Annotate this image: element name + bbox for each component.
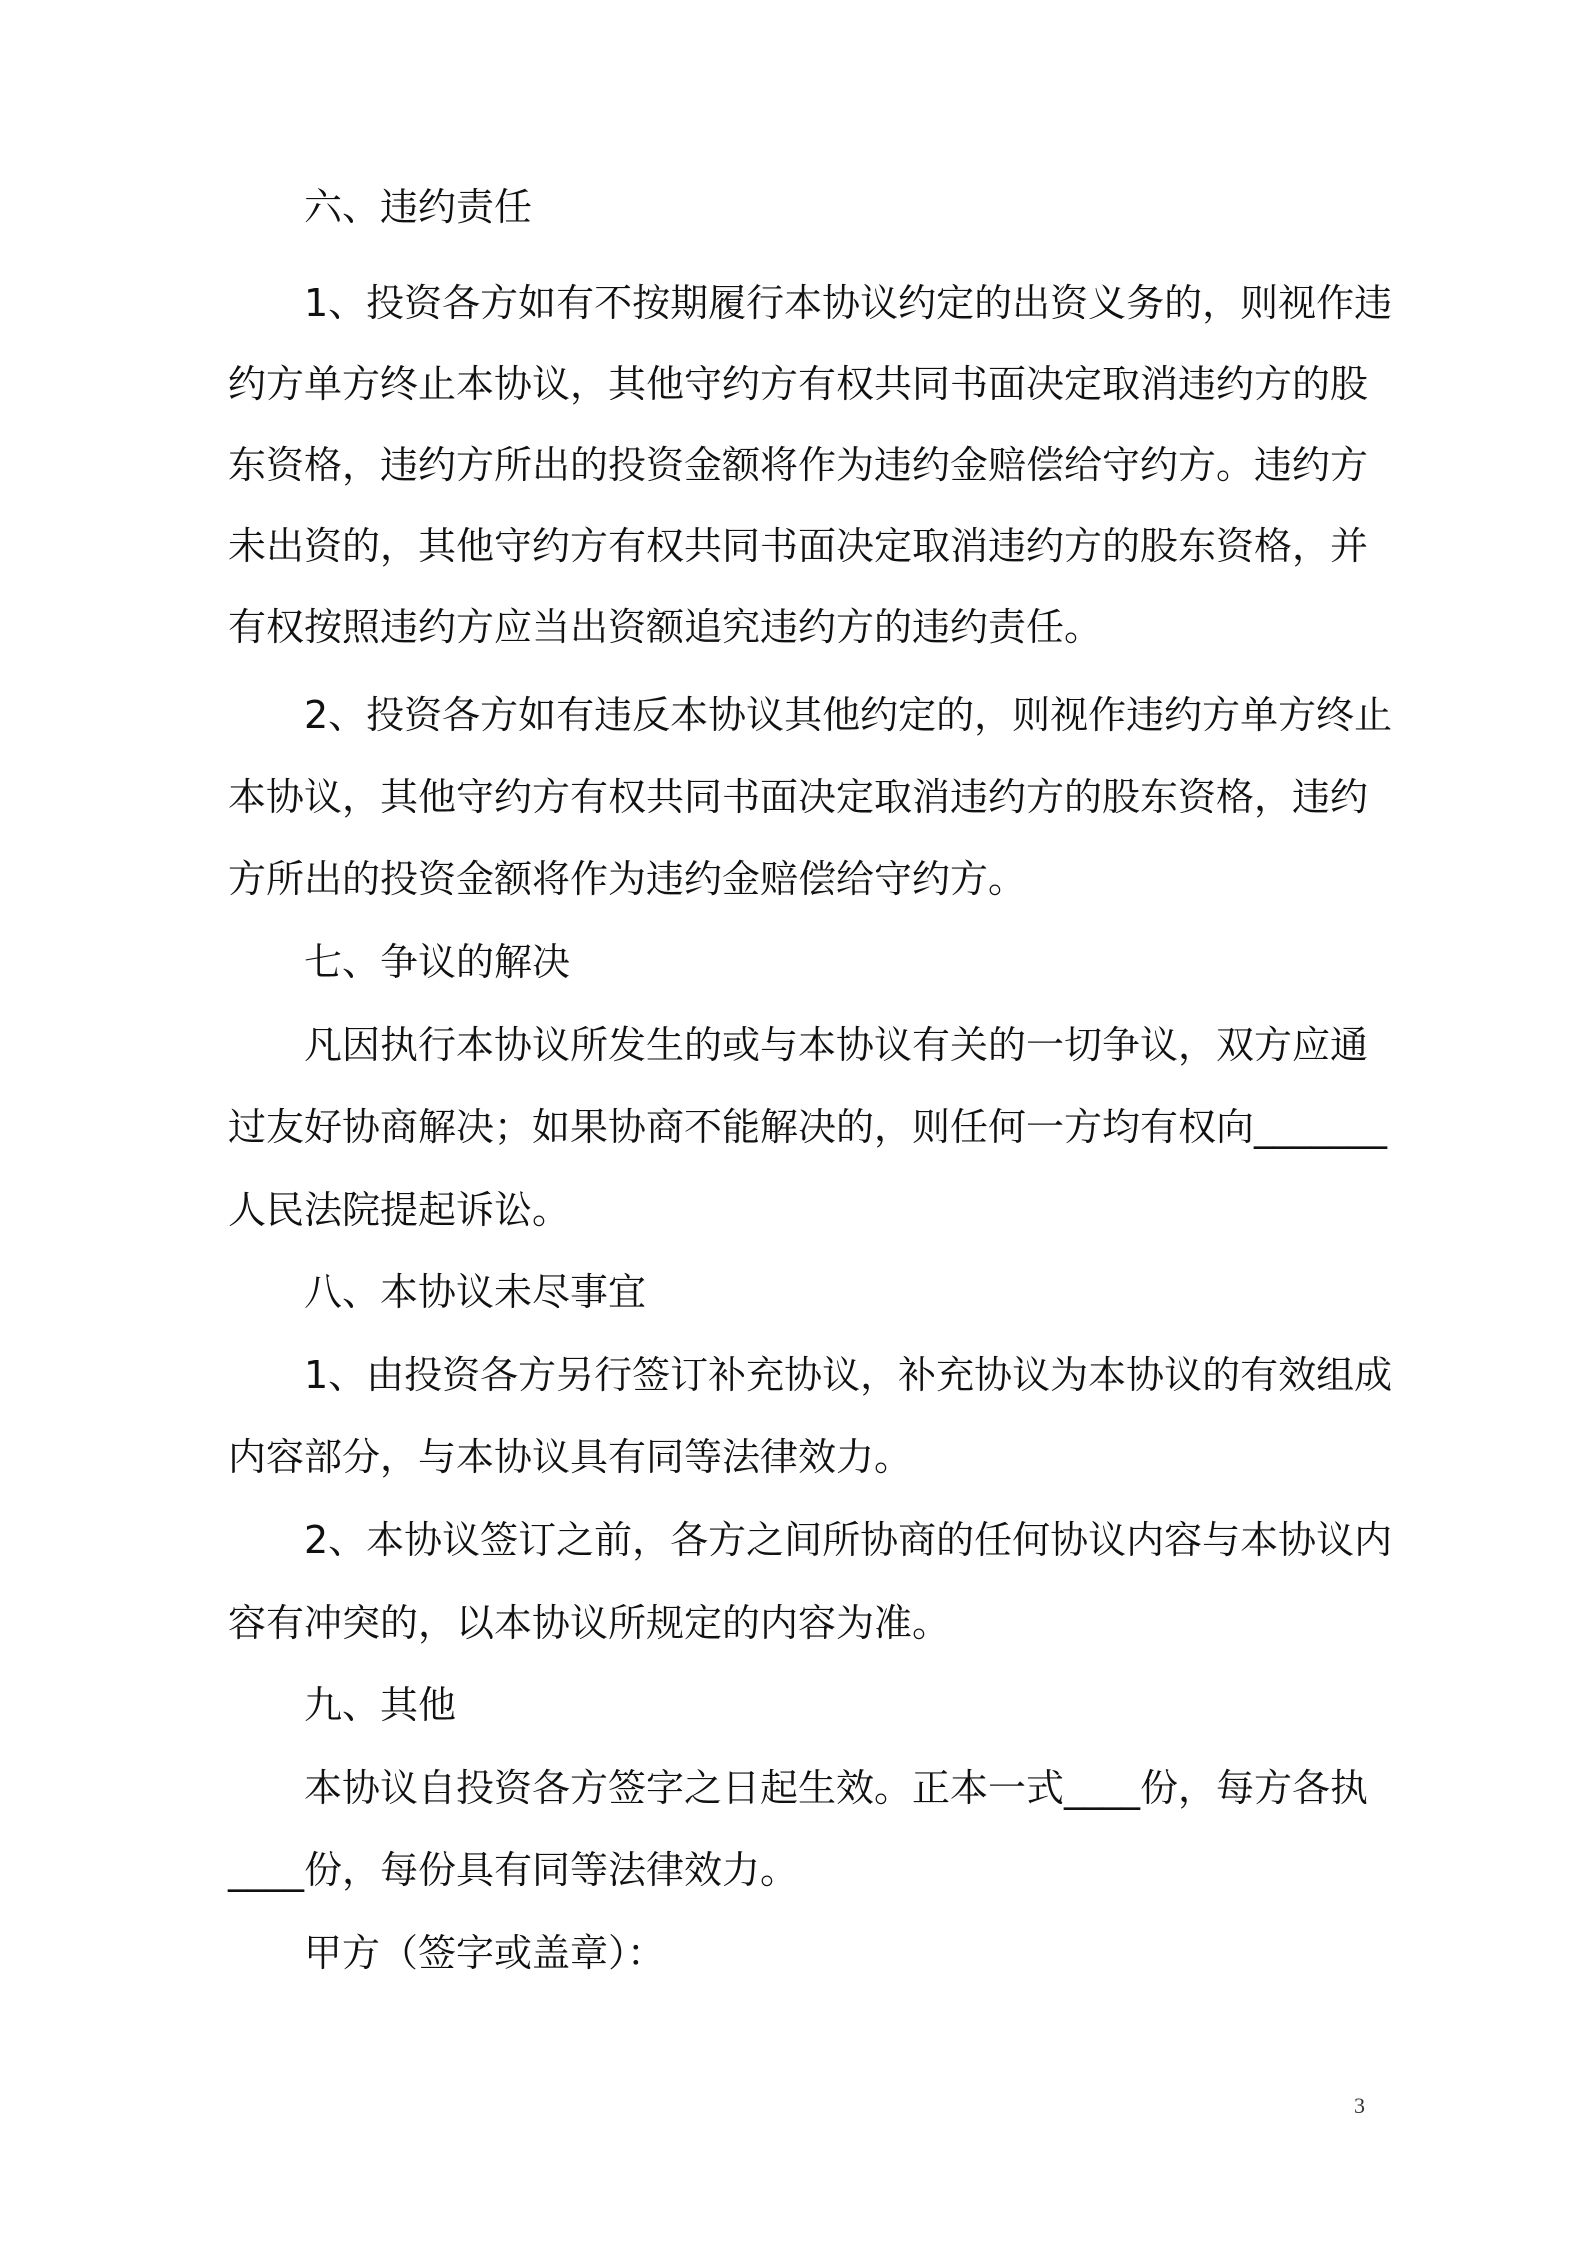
section-heading-8: 八、本协议未尽事宜 [304,1270,647,1314]
text-line: 约方单方终止本协议，其他守约方有权共同书面决定取消违约方的股 [228,362,1369,406]
section-heading-6: 六、违约责任 [304,185,533,229]
text-line: ____份，每份具有同等法律效力。 [228,1848,799,1892]
text-line: 本协议自投资各方签字之日起生效。正本一式____份，每方各执 [304,1766,1369,1810]
text-line: 容有冲突的，以本协议所规定的内容为准。 [228,1601,951,1645]
section-heading-7: 七、争议的解决 [304,940,571,984]
text-line: 方所出的投资金额将作为违约金赔偿给守约方。 [228,857,1027,901]
text-line: 东资格，违约方所出的投资金额将作为违约金赔偿给守约方。违约方 [228,443,1369,487]
text-line: 本协议，其他守约方有权共同书面决定取消违约方的股东资格，违约 [228,775,1369,819]
text-line: 1、由投资各方另行签订补充协议，补充协议为本协议的有效组成 [304,1353,1393,1397]
text-line: 有权按照违约方应当出资额追究违约方的违约责任。 [228,605,1103,649]
section-heading-9: 九、其他 [304,1683,457,1727]
text-line: 内容部分，与本协议具有同等法律效力。 [228,1435,913,1479]
text-line: 1、投资各方如有不按期履行本协议约定的出资义务的，则视作违 [304,281,1393,325]
text-line: 2、本协议签订之前，各方之间所协商的任何协议内容与本协议内 [304,1518,1393,1562]
text-line: 人民法院提起诉讼。 [228,1188,571,1232]
text-line: 2、投资各方如有违反本协议其他约定的，则视作违约方单方终止 [304,693,1393,737]
text-line: 凡因执行本协议所发生的或与本协议有关的一切争议，双方应通 [304,1023,1369,1067]
text-line: 过友好协商解决；如果协商不能解决的，则任何一方均有权向_______ [228,1105,1388,1149]
page-number: 3 [1354,2093,1365,2118]
signature-line: 甲方（签字或盖章）： [304,1931,666,1975]
text-line: 未出资的，其他守约方有权共同书面决定取消违约方的股东资格，并 [228,524,1369,568]
